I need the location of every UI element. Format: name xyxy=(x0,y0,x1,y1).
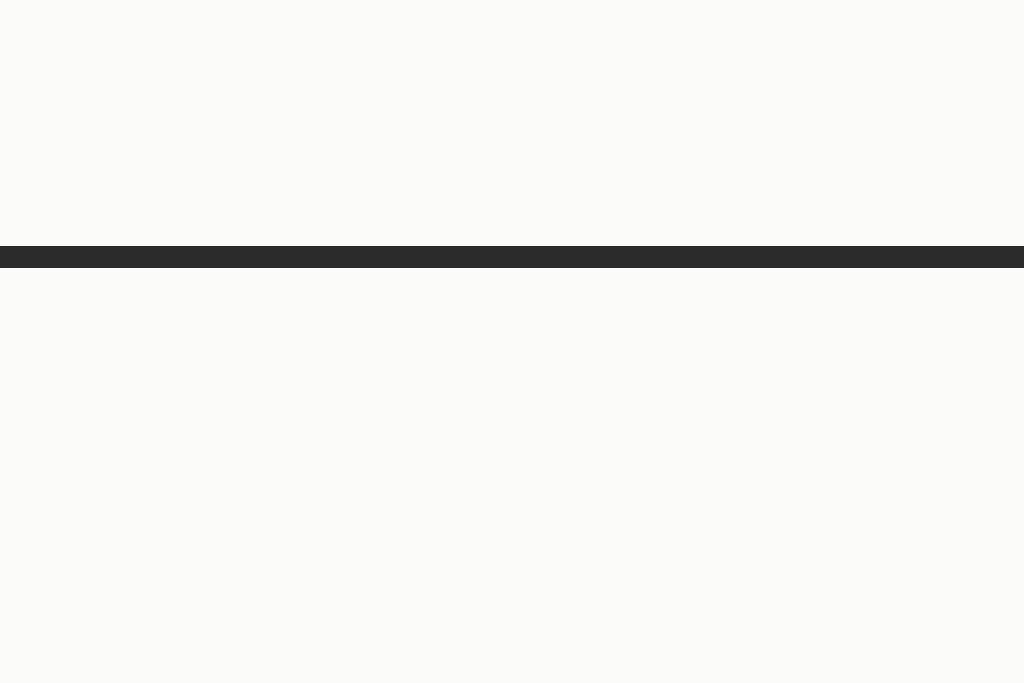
estimate-fragment-bottom xyxy=(0,268,1024,683)
fragment-separator xyxy=(0,246,1024,268)
estimate-fragment-top xyxy=(0,0,1024,246)
